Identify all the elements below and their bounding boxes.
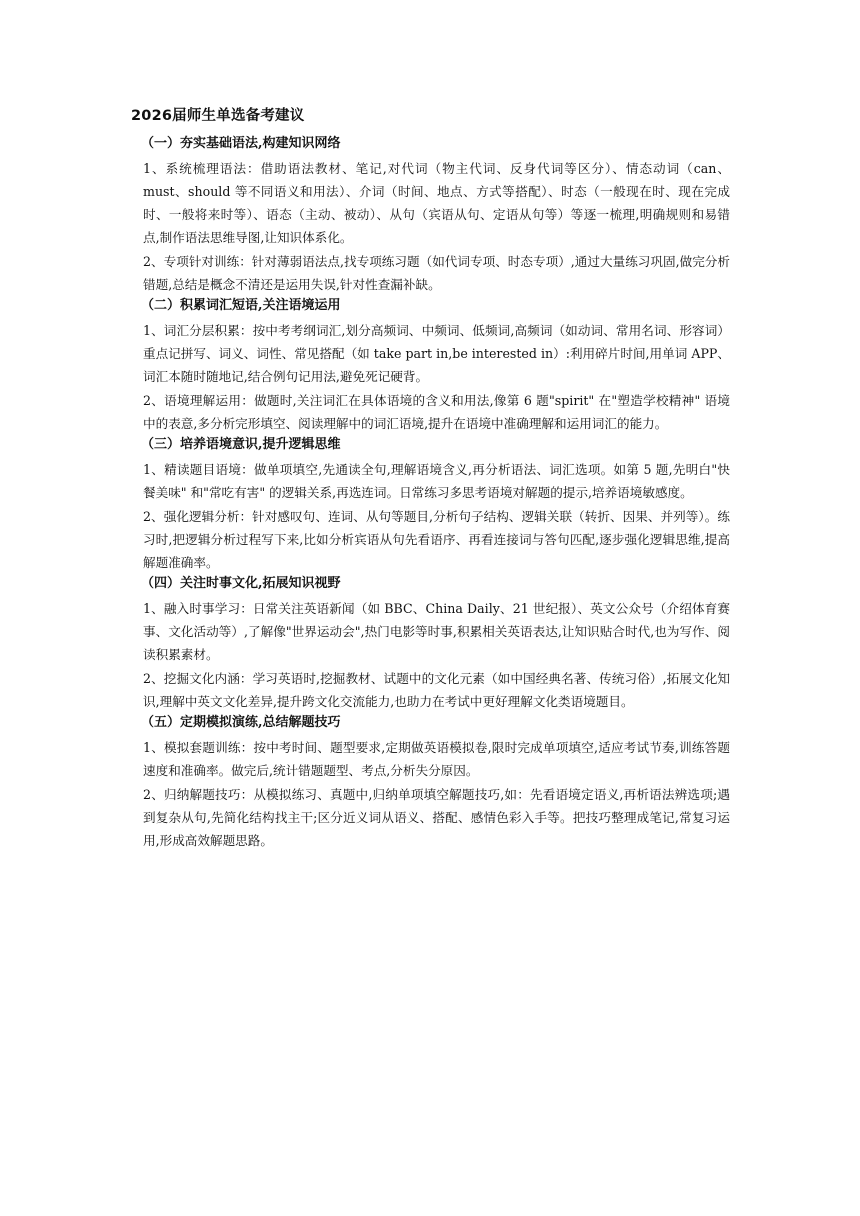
- paragraph: 1、模拟套题训练：按中考时间、题型要求,定期做英语模拟卷,限时完成单项填空,适应考试节奏,训练答题速度和准确率。做完后,统计错题题型、考点,分析失分原因。: [143, 740, 730, 778]
- section-heading: （二）积累词汇短语,关注语境运用: [141, 298, 341, 313]
- paragraph: 1、词汇分层积累：按中考考纲词汇,划分高频词、中频词、低频词,高频词（如动词、常用名词、形容词）重点记拼写、词义、词性、常见搭配（如 take part in,be interested in）:利用碎片时间,用单词 APP、词汇本随时随地记,结合例句记用法,避免死记硬背。: [143, 323, 730, 384]
- paragraph: 2、挖掘文化内涵：学习英语时,挖掘教材、试题中的文化元素（如中国经典名著、传统习俗）,拓展文化知识,理解中英文文化差异,提升跨文化交流能力,也助力在考试中更好理解文化类语境题目。: [143, 671, 730, 709]
- section-heading: （五）定期模拟演练,总结解题技巧: [141, 715, 341, 730]
- paragraph: 1、精读题目语境：做单项填空,先通读全句,理解语境含义,再分析语法、词汇选项。如第 5 题,先明白"快餐美味" 和"常吃有害" 的逻辑关系,再选连词。日常练习多思考语境对解题的提示,培养语境敏感度。: [143, 462, 730, 500]
- paragraph: 2、语境理解运用：做题时,关注词汇在具体语境的含义和用法,像第 6 题"spirit" 在"塑造学校精神" 语境中的表意,多分析完形填空、阅读理解中的词汇语境,提升在语境中准确理解和运用词汇的能力。: [143, 393, 730, 431]
- section-heading: （一）夯实基础语法,构建知识网络: [141, 136, 341, 151]
- section-heading: （四）关注时事文化,拓展知识视野: [141, 576, 341, 591]
- section-5: [131, 714, 730, 852]
- section-2: [131, 297, 730, 435]
- paragraph: 2、强化逻辑分析：针对感叹句、连词、从句等题目,分析句子结构、逻辑关联（转折、因果、并列等）。练习时,把逻辑分析过程写下来,比如分析宾语从句先看语序、再看连接词与答句匹配,逐步强化逻辑思维,提高解题准确率。: [143, 509, 730, 570]
- paragraph: 2、专项针对训练：针对薄弱语法点,找专项练习题（如代词专项、时态专项）,通过大量练习巩固,做完分析错题,总结是概念不清还是运用失误,针对性查漏补缺。: [143, 254, 730, 292]
- document-title: 2026届师生单选备考建议: [131, 108, 305, 124]
- paragraph: 2、归纳解题技巧：从模拟练习、真题中,归纳单项填空解题技巧,如：先看语境定语义,再析语法辨选项;遇到复杂从句,先简化结构找主干;区分近义词从语义、搭配、感情色彩入手等。把技巧整理成笔记,常复习运用,形成高效解题思路。: [143, 787, 730, 848]
- section-3: [131, 436, 730, 574]
- section-1: [131, 135, 730, 296]
- paragraph: 1、融入时事学习：日常关注英语新闻（如 BBC、China Daily、21 世纪报）、英文公众号（介绍体育赛事、文化活动等）,了解像"世界运动会",热门电影等时事,积累相关英语表达,让知识贴合时代,也为写作、阅读积累素材。: [143, 601, 730, 662]
- section-4: [131, 575, 730, 713]
- paragraph: 1、系统梳理语法：借助语法教材、笔记,对代词（物主代词、反身代词等区分）、情态动词（can、must、should 等不同语义和用法）、介词（时间、地点、方式等搭配）、时态（一般现在时、现在完成时、一般将来时等）、语态（主动、被动）、从句（宾语从句、定语从句等）等逐一梳理,明确规则和易错点,制作语法思维导图,让知识体系化。: [143, 161, 730, 245]
- section-heading: （三）培养语境意识,提升逻辑思维: [141, 437, 341, 452]
